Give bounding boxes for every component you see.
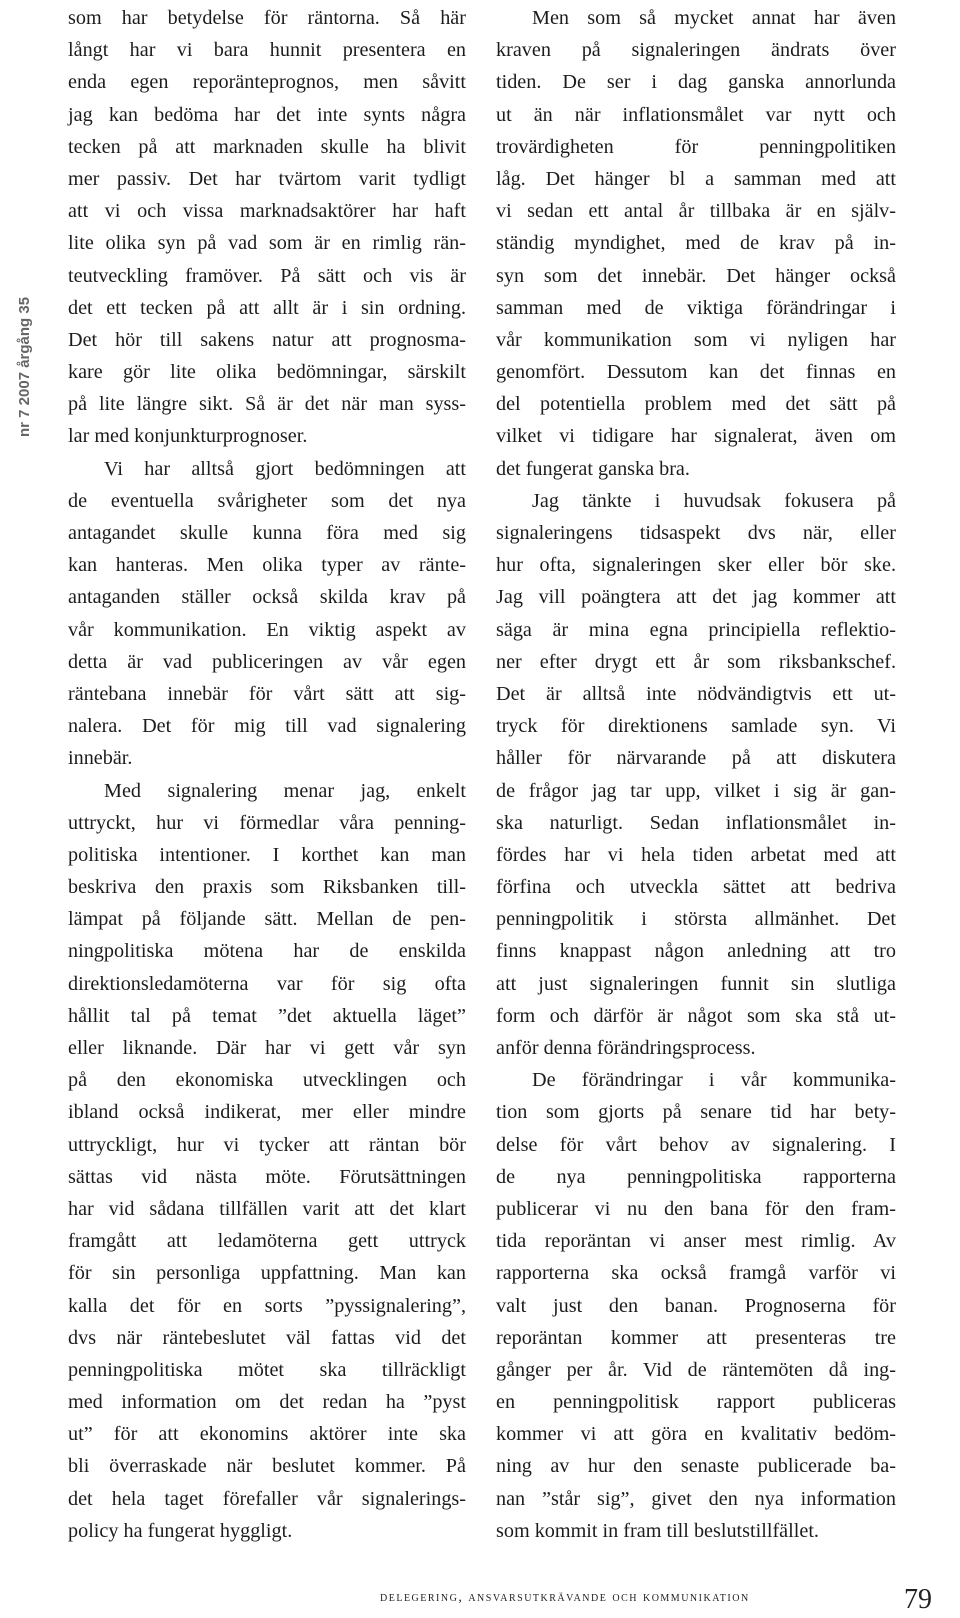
page-number: 79 [904, 1584, 932, 1615]
text-line: långt har vi bara hunnit presentera en [68, 39, 466, 62]
text-line: penningpolitik i största allmänhet. Det [496, 908, 896, 931]
text-line: kan hanteras. Men olika typer av ränte- [68, 554, 466, 577]
text-line: tryck för direktionens samlade syn. Vi [496, 715, 896, 738]
text-line: en penningpolitisk rapport publiceras [496, 1391, 896, 1414]
issue-side-label: nr 7 2007 årgång 35 [16, 296, 33, 437]
text-line: tecken på att marknaden skulle ha blivit [68, 135, 466, 158]
text-line: signaleringens tidsaspekt dvs när, eller [496, 522, 896, 544]
text-line: säga är mina egna principiella reflektio- [496, 618, 896, 641]
text-line: håller för närvarande på att diskutera [496, 747, 896, 770]
text-line: trovärdigheten för penningpolitiken [496, 135, 896, 158]
text-line: gånger per år. Vid de räntemöten då ing- [496, 1358, 896, 1381]
text-line: hållit tal på temat ”det aktuella läget” [68, 1004, 466, 1027]
text-line: tida reporäntan vi anser mest rimlig. Av [496, 1230, 896, 1253]
text-line: att just signaleringen funnit sin slutliga [496, 972, 896, 995]
text-line: de nya penningpolitiska rapporterna [496, 1165, 896, 1188]
text-line: reporäntan kommer att presenteras tre [496, 1326, 896, 1349]
text-line: Jag tänkte i huvudsak fokusera på [532, 489, 896, 512]
text-line: sättas vid nästa möte. Förutsättningen [68, 1165, 466, 1188]
text-line: finns knappast någon anledning att tro [496, 940, 896, 963]
text-line: Vi har alltså gjort bedömningen att [104, 457, 466, 480]
text-line: kommer vi att göra en kvalitativ bedöm- [496, 1423, 896, 1446]
text-line: det ett tecken på att allt är i sin ordning. [68, 296, 466, 319]
text-line: politiska intentioner. I korthet kan man [68, 843, 466, 866]
text-line: har vid sådana tillfällen varit att det klart [68, 1197, 466, 1220]
text-line: hur ofta, signaleringen sker eller bör ske. [496, 554, 896, 577]
text-line: Jag vill poängtera att det jag kommer att [496, 586, 896, 609]
text-line: mer passiv. Det har tvärtom varit tydligt [68, 167, 466, 190]
text-line: kalla det för en sorts ”pyssignalering”, [68, 1294, 466, 1317]
text-line: del potentiella problem med det sätt på [496, 393, 896, 416]
text-line: det fungerat ganska bra. [496, 457, 690, 480]
text-line: lar med konjunkturprognoser. [68, 425, 308, 448]
text-line: eller liknande. Där har vi gett vår syn [68, 1037, 466, 1059]
text-line: valt just den banan. Prognoserna för [496, 1294, 896, 1317]
text-line: Med signalering menar jag, enkelt [104, 779, 466, 802]
text-line: teutveckling framöver. På sätt och vis är [68, 264, 466, 287]
text-line: kare gör lite olika bedömningar, särskilt [68, 361, 466, 384]
text-line: anför denna förändringsprocess. [496, 1037, 756, 1059]
text-line: låg. Det hänger bl a samman med att [496, 167, 896, 190]
text-line: förfina och utveckla sättet att bedriva [496, 876, 896, 899]
text-line: med information om det redan ha ”pyst [68, 1391, 466, 1414]
text-line: antagandet skulle kunna föra med sig [68, 522, 466, 544]
text-line: fördes har vi hela tiden arbetat med att [496, 843, 896, 866]
running-footer-title: delegering, ansvarsutkrävande och kommunikation [380, 1590, 750, 1605]
text-line: bli överraskade när beslutet kommer. På [68, 1455, 466, 1478]
text-line: vår kommunikation. En viktig aspekt av [68, 618, 466, 641]
text-line: ska naturligt. Sedan inflationsmålet in- [496, 811, 896, 834]
text-line: direktionsledamöterna var för sig ofta [68, 972, 466, 995]
text-line: samman med de viktiga förändringar i [496, 296, 896, 319]
text-line: enda egen reporänteprognos, men såvitt [68, 71, 466, 94]
text-line: nan ”står sig”, givet den nya information [496, 1487, 896, 1510]
text-line: ut” för att ekonomins aktörer inte ska [68, 1423, 466, 1446]
text-line: delse för vårt behov av signalering. I [496, 1133, 896, 1156]
text-line: De förändringar i vår kommunika- [532, 1069, 896, 1092]
text-line: beskriva den praxis som Riksbanken till- [68, 876, 466, 899]
text-line: jag kan bedöma har det inte synts några [68, 103, 466, 126]
text-line: framgått att ledamöterna gett uttryck [68, 1230, 466, 1253]
text-line: för sin personliga uppfattning. Man kan [68, 1262, 466, 1285]
text-line: penningpolitiska mötet ska tillräckligt [68, 1358, 466, 1381]
text-line: Men som så mycket annat har även [532, 7, 896, 29]
text-line: som kommit in fram till beslutstillfället. [496, 1519, 819, 1542]
text-line: ning av hur den senaste publicerade ba- [496, 1455, 896, 1478]
text-line: de frågor jag tar upp, vilket i sig är gan- [496, 779, 896, 802]
text-line: antaganden ställer också skilda krav på [68, 586, 466, 609]
text-line: form och därför är något som ska stå ut- [496, 1004, 896, 1027]
text-line: uttryckt, hur vi förmedlar våra penning- [68, 811, 466, 834]
text-line: Det är alltså inte nödvändigtvis ett ut- [496, 682, 896, 705]
text-line: vilket vi tidigare har signalerat, även om [496, 425, 896, 448]
text-line: publicerar vi nu den bana för den fram- [496, 1197, 896, 1220]
text-line: det hela taget förefaller vår signalerings- [68, 1487, 466, 1510]
text-line: vi sedan ett antal år tillbaka är en själv- [496, 200, 896, 223]
text-line: Det hör till sakens natur att prognosma- [68, 328, 466, 351]
text-line: på lite längre sikt. Så är det när man syss- [68, 393, 466, 416]
text-line: dvs när räntebeslutet väl fattas vid det [68, 1326, 466, 1349]
text-line: att vi och vissa marknadsaktörer har haft [68, 200, 466, 223]
text-line: lite olika syn på vad som är en rimlig rän- [68, 232, 466, 255]
text-line: ständig myndighet, med de krav på in- [496, 232, 896, 255]
text-line: ibland också indikerat, mer eller mindre [68, 1101, 466, 1124]
text-line: räntebana innebär för vårt sätt att sig- [68, 682, 466, 705]
text-line: ut än när inflationsmålet var nytt och [496, 103, 896, 126]
text-line: policy ha fungerat hyggligt. [68, 1519, 293, 1542]
text-line: nalera. Det för mig till vad signalering [68, 715, 466, 738]
text-line: genomfört. Dessutom kan det finnas en [496, 361, 896, 384]
text-line: ner efter drygt ett år som riksbankschef. [496, 650, 896, 673]
text-line: som har betydelse för räntorna. Så här [68, 7, 466, 29]
text-line: innebär. [68, 747, 133, 770]
text-line: lämpat på följande sätt. Mellan de pen- [68, 908, 466, 931]
text-line: tiden. De ser i dag ganska annorlunda [496, 71, 896, 94]
text-line: ningpolitiska mötena har de enskilda [68, 940, 466, 963]
text-line: uttryckligt, hur vi tycker att räntan bör [68, 1133, 466, 1156]
left-text-column [68, 2, 466, 1547]
text-line: de eventuella svårigheter som det nya [68, 489, 466, 512]
text-line: kraven på signaleringen ändrats över [496, 39, 896, 62]
text-line: detta är vad publiceringen av vår egen [68, 650, 466, 673]
text-line: syn som det innebär. Det hänger också [496, 264, 896, 287]
right-text-column [496, 2, 896, 1547]
text-line: tion som gjorts på senare tid har bety- [496, 1101, 896, 1124]
text-line: vår kommunikation som vi nyligen har [496, 328, 896, 351]
text-line: rapporterna ska också framgå varför vi [496, 1262, 896, 1285]
text-line: på den ekonomiska utvecklingen och [68, 1069, 466, 1092]
